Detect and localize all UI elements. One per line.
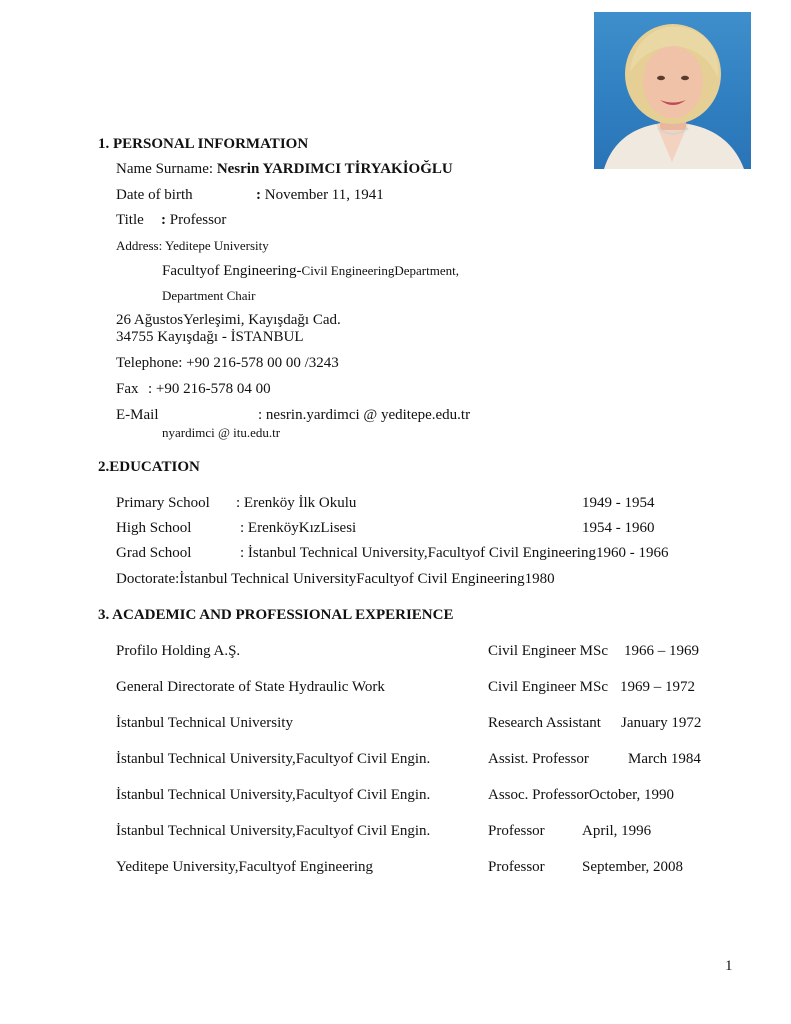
- address-line-4: 26 AğustosYerleşimi, Kayışdağı Cad.: [116, 312, 341, 328]
- education-primary-years: 1949 - 1954: [582, 495, 655, 511]
- profile-photo: [594, 12, 751, 169]
- education-high-years: 1954 - 1960: [582, 520, 655, 536]
- name-label: Name Surname:: [116, 161, 217, 177]
- experience-org: İstanbul Technical University,Facultyof Civil Engin.: [116, 787, 431, 803]
- education-doctorate: Doctorate:İstanbul Technical UniversityFacultyof Civil Engineering1980: [116, 571, 555, 587]
- dob-value: November 11, 1941: [261, 187, 384, 203]
- email-value: : nesrin.yardimci @ yeditepe.edu.tr: [258, 407, 471, 423]
- experience-role-period: [488, 787, 674, 804]
- name-row: [116, 161, 453, 178]
- experience-role: Civil Engineer MSc: [488, 679, 608, 695]
- experience-role: Assist. Professor: [488, 751, 589, 767]
- experience-org: İstanbul Technical University: [116, 715, 293, 731]
- experience-period: 1966 – 1969: [624, 643, 699, 659]
- email-alt: nyardimci @ itu.edu.tr: [162, 425, 281, 440]
- fax-label: Fax: [116, 381, 139, 397]
- dob-label: Date of birth: [116, 187, 193, 203]
- experience-org: Yeditepe University,Facultyof Engineering: [116, 859, 374, 875]
- experience-period: 1969 – 1972: [620, 679, 695, 695]
- education-grad-value: : İstanbul Technical University,Facultyof Civil Engineering1960 - 1966: [240, 545, 669, 561]
- telephone: Telephone: +90 216-578 00 00 /3243: [116, 355, 339, 371]
- experience-period: March 1984: [628, 751, 701, 767]
- address-line-2a: Facultyof Engineering-: [162, 263, 302, 279]
- email-label: E-Mail: [116, 407, 159, 423]
- experience-role: Research Assistant: [488, 715, 601, 731]
- address-line-5: 34755 Kayışdağı - İSTANBUL: [116, 329, 304, 345]
- experience-role: Civil Engineer MSc: [488, 643, 608, 659]
- address-line-2b: Civil EngineeringDepartment,: [301, 263, 459, 278]
- title-row-value: [161, 212, 226, 229]
- section-heading-personal: 1. PERSONAL INFORMATION: [98, 136, 309, 152]
- education-primary-value: : Erenköy İlk Okulu: [236, 495, 357, 511]
- section-heading-education: 2.EDUCATION: [98, 459, 200, 475]
- experience-period: January 1972: [621, 715, 702, 731]
- education-high-value: : ErenköyKızLisesi: [240, 520, 357, 536]
- section-heading-experience: 3. ACADEMIC AND PROFESSIONAL EXPERIENCE: [98, 607, 454, 623]
- portrait-image: [594, 12, 751, 169]
- experience-org: İstanbul Technical University,Facultyof Civil Engin.: [116, 823, 431, 839]
- experience-period: September, 2008: [582, 859, 684, 875]
- experience-period: October, 1990: [588, 787, 675, 803]
- title-value: Professor: [166, 212, 227, 228]
- experience-role: Professor: [488, 823, 545, 839]
- experience-org: General Directorate of State Hydraulic Work: [116, 679, 385, 695]
- fax-value: : +90 216-578 04 00: [148, 381, 271, 397]
- dob-separator: :: [256, 187, 261, 203]
- address-line-2: [162, 262, 459, 280]
- experience-role: Professor: [488, 859, 545, 875]
- experience-role: Assoc. Professor: [488, 787, 589, 803]
- experience-org: İstanbul Technical University,Facultyof Civil Engin.: [116, 751, 431, 767]
- education-primary-label: Primary School: [116, 495, 210, 511]
- education-grad-label: Grad School: [116, 545, 192, 561]
- dob-row-value: [256, 187, 384, 204]
- address-line-1: Address: Yeditepe University: [116, 238, 269, 253]
- title-separator: :: [161, 212, 166, 228]
- page-number: 1: [725, 958, 733, 974]
- title-label: Title: [116, 212, 144, 228]
- experience-period: April, 1996: [582, 823, 652, 839]
- education-high-label: High School: [116, 520, 192, 536]
- address-line-3: Department Chair: [162, 288, 256, 303]
- name-value: Nesrin YARDIMCI TİRYAKİOĞLU: [216, 161, 453, 177]
- experience-org: Profilo Holding A.Ş.: [116, 643, 241, 659]
